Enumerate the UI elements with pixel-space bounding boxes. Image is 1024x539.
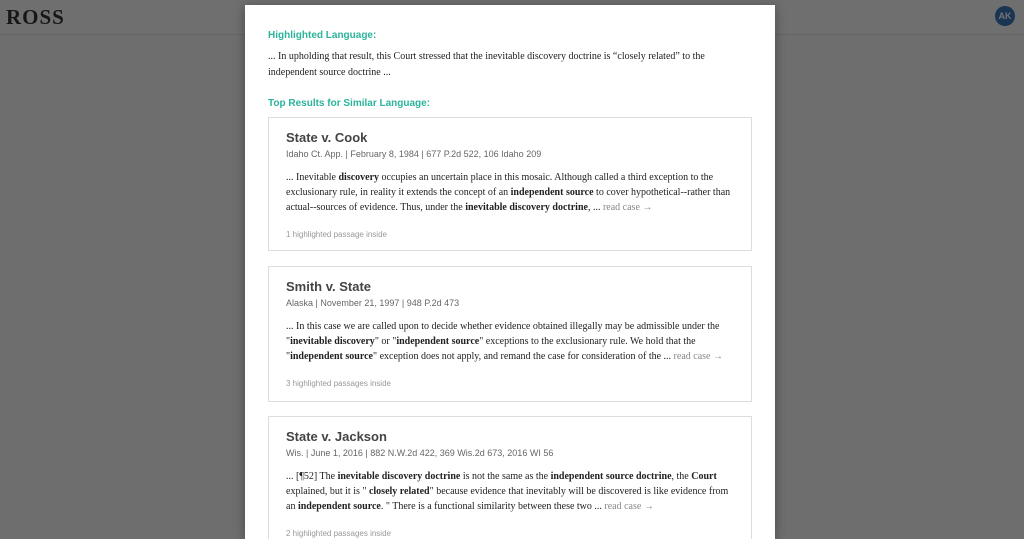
similar-language-modal (245, 5, 775, 539)
case-excerpt (286, 469, 736, 514)
read-case-link[interactable]: read case → (604, 501, 654, 512)
case-title[interactable]: State v. Jackson (286, 429, 387, 444)
case-meta: Idaho Ct. App. | February 8, 1984 | 677 P.2d 522, 106 Idaho 209 (286, 149, 542, 159)
read-case-link[interactable]: read case → (673, 351, 723, 362)
top-results-label: Top Results for Similar Language: (268, 98, 431, 109)
excerpt-text: " because evidence that inevitably will be discovered is like evidence from an (286, 486, 729, 512)
excerpt-text: occupies an uncertain place in this mosaic. Although called a third exception to the exclusionary rule, in reality it extends the concept of an (286, 172, 714, 198)
excerpt-text: " or " (374, 336, 397, 347)
highlighted-term: independent source doctrine (550, 471, 672, 482)
highlight-count: 2 highlighted passages inside (286, 529, 391, 538)
highlight-count: 1 highlighted passage inside (286, 230, 387, 239)
highlighted-term: independent source (297, 501, 381, 512)
highlighted-language-label: Highlighted Language: (268, 30, 377, 41)
excerpt-text: ... In this case we are called upon to decide whether evidence obtained illegally may be admissible under the " (286, 321, 720, 347)
highlighted-term: independent source (290, 351, 373, 362)
case-excerpt (286, 170, 736, 215)
case-title[interactable]: State v. Cook (286, 130, 368, 145)
highlighted-term: independent source (510, 187, 594, 198)
excerpt-text: is not the same as the (460, 471, 551, 482)
highlighted-term: inevitable discovery doctrine (465, 202, 588, 213)
excerpt-text: ... Inevitable (286, 172, 339, 183)
highlight-count: 3 highlighted passages inside (286, 379, 391, 388)
highlighted-term: inevitable discovery (290, 336, 375, 347)
excerpt-text: ... [¶52] The (286, 471, 338, 482)
result-card[interactable] (268, 416, 752, 539)
excerpt-text: " exceptions to the exclusionary rule. We hold that the " (286, 336, 696, 362)
excerpt-text: , ... (587, 202, 603, 213)
highlighted-term: discovery (338, 172, 380, 183)
highlighted-language-text: ... In upholding that result, this Court stressed that the inevitable discovery doctrine is “closely related” to the independent source doctrine ... (268, 51, 705, 78)
case-excerpt (286, 319, 736, 364)
excerpt-text: explained, but it is " (286, 486, 369, 497)
result-card[interactable] (268, 117, 752, 251)
result-card[interactable] (268, 266, 752, 402)
excerpt-text: to cover hypothetical--rather than actual--sources of evidence. Thus, under the (286, 187, 731, 213)
excerpt-text: , the (671, 471, 692, 482)
highlighted-term: independent source (396, 336, 480, 347)
read-case-link[interactable]: read case → (602, 202, 653, 213)
case-title[interactable]: Smith v. State (286, 279, 372, 294)
highlighted-term: inevitable discovery doctrine (337, 471, 461, 482)
excerpt-text: . " There is a functional similarity between these two ... (380, 501, 605, 512)
highlighted-term: Court (691, 471, 717, 482)
case-meta: Alaska | November 21, 1997 | 948 P.2d 473 (286, 298, 460, 308)
highlighted-term: closely related (368, 486, 430, 497)
excerpt-text: " exception does not apply, and remand the case for consideration of the ... (372, 351, 674, 362)
case-meta: Wis. | June 1, 2016 | 882 N.W.2d 422, 369 Wis.2d 673, 2016 WI 56 (286, 448, 554, 458)
